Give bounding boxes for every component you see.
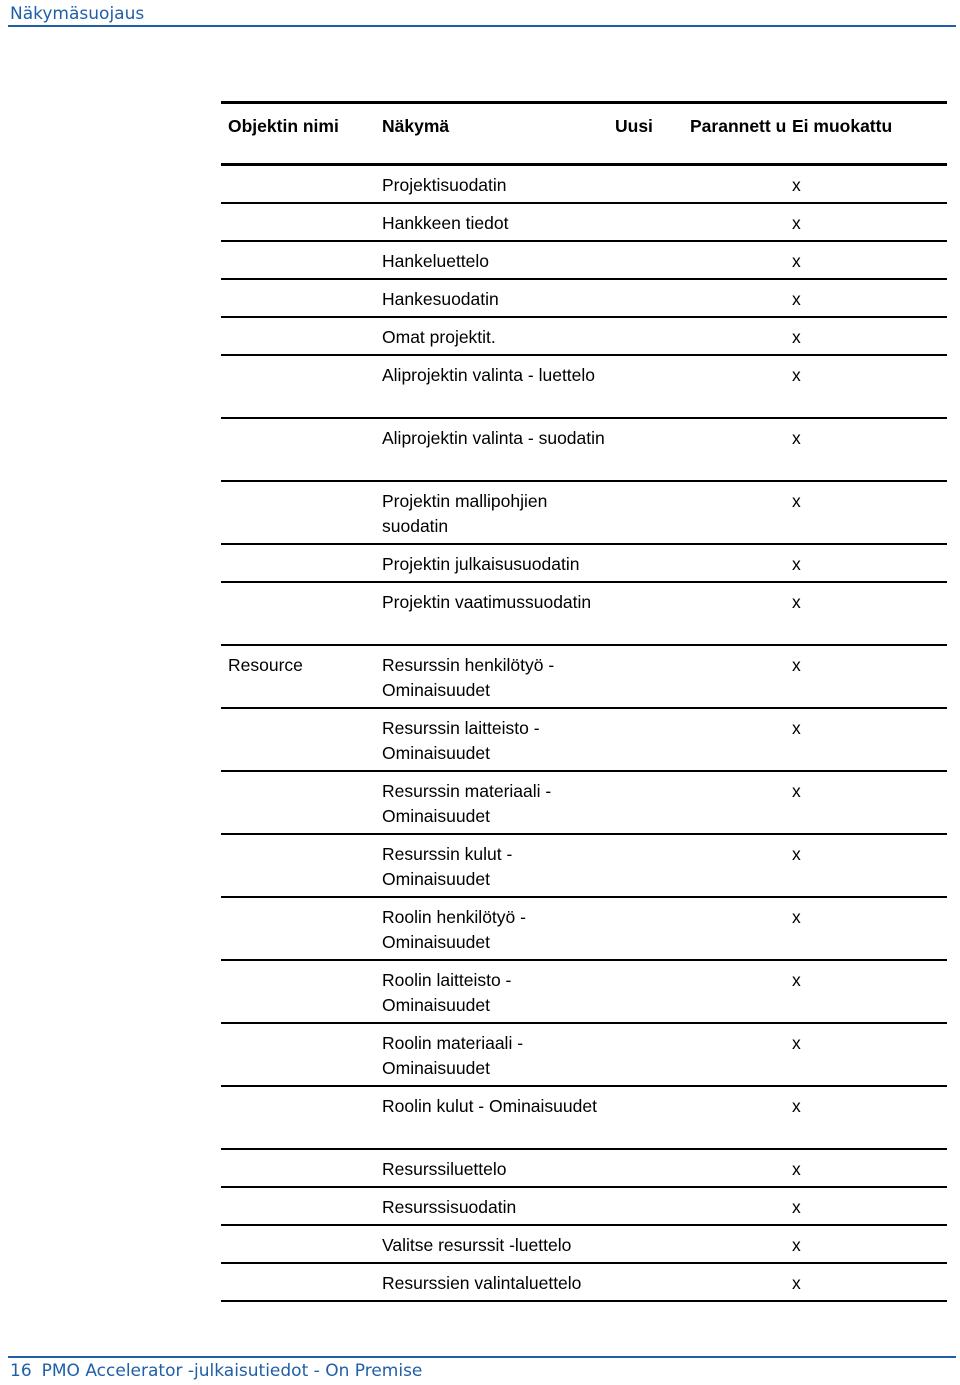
cell-unmodified: x xyxy=(792,844,801,864)
cell-improved xyxy=(690,961,792,968)
table-row xyxy=(221,709,947,772)
cell-object-name xyxy=(221,356,382,363)
table-row xyxy=(221,280,947,318)
table-row xyxy=(221,318,947,356)
table-row xyxy=(221,583,947,646)
page-header-title: Näkymäsuojaus xyxy=(10,4,145,24)
cell-unmodified: x xyxy=(792,1033,801,1053)
cell-unmodified: x xyxy=(792,213,801,233)
column-header-new: Uusi xyxy=(615,116,653,136)
column-header-view: Näkymä xyxy=(382,116,450,136)
cell-improved xyxy=(690,1150,792,1157)
cell-new xyxy=(615,1226,690,1233)
cell-new xyxy=(615,1188,690,1195)
cell-unmodified: x xyxy=(792,592,801,612)
cell-view: Hankesuodatin xyxy=(382,289,499,309)
cell-view: Hankeluettelo xyxy=(382,251,490,271)
cell-view: Resurssiluettelo xyxy=(382,1159,507,1179)
cell-improved xyxy=(690,204,792,211)
cell-new xyxy=(615,1024,690,1031)
cell-object-name xyxy=(221,482,382,489)
cell-improved xyxy=(690,835,792,842)
table-row xyxy=(221,646,947,709)
cell-unmodified: x xyxy=(792,1197,801,1217)
cell-view: Resurssin laitteisto - Ominaisuudet xyxy=(382,718,540,763)
cell-view: Aliprojektin valinta - suodatin xyxy=(382,428,605,448)
cell-unmodified: x xyxy=(792,1159,801,1179)
table-row xyxy=(221,482,947,545)
cell-improved xyxy=(690,583,792,590)
page-footer xyxy=(10,1361,432,1381)
cell-object-name xyxy=(221,545,382,552)
cell-view: Resurssien valintaluettelo xyxy=(382,1273,582,1293)
cell-object-name xyxy=(221,835,382,842)
cell-object-name xyxy=(221,1264,382,1271)
cell-unmodified: x xyxy=(792,491,801,511)
cell-view: Omat projektit. xyxy=(382,327,496,347)
cell-new xyxy=(615,961,690,968)
table-row xyxy=(221,1024,947,1087)
cell-new xyxy=(615,1150,690,1157)
cell-view: Resurssin materiaali - Ominaisuudet xyxy=(382,781,552,826)
cell-object-name xyxy=(221,280,382,287)
cell-improved xyxy=(690,646,792,653)
cell-view: Projektin vaatimussuodatin xyxy=(382,592,592,612)
cell-new xyxy=(615,318,690,325)
cell-object-name xyxy=(221,166,382,173)
cell-view: Valitse resurssit -luettelo xyxy=(382,1235,572,1255)
cell-object-name: Resource xyxy=(228,655,303,675)
cell-unmodified: x xyxy=(792,1096,801,1116)
cell-improved xyxy=(690,1087,792,1094)
cell-object-name xyxy=(221,204,382,211)
cell-unmodified: x xyxy=(792,1273,801,1293)
cell-view: Projektin mallipohjien suodatin xyxy=(382,491,548,536)
cell-new xyxy=(615,898,690,905)
table-row xyxy=(221,242,947,280)
table-row xyxy=(221,1150,947,1188)
cell-view: Hankkeen tiedot xyxy=(382,213,509,233)
table-row xyxy=(221,1226,947,1264)
cell-new xyxy=(615,772,690,779)
footer-divider xyxy=(8,1356,956,1358)
cell-view: Roolin kulut - Ominaisuudet xyxy=(382,1096,597,1116)
cell-view: Resurssisuodatin xyxy=(382,1197,517,1217)
cell-view: Roolin henkilötyö - Ominaisuudet xyxy=(382,907,526,952)
cell-unmodified: x xyxy=(792,970,801,990)
cell-improved xyxy=(690,545,792,552)
cell-object-name xyxy=(221,1087,382,1094)
cell-unmodified: x xyxy=(792,781,801,801)
cell-improved xyxy=(690,242,792,249)
cell-view: Resurssin henkilötyö - Ominaisuudet xyxy=(382,655,555,700)
table-row xyxy=(221,1264,947,1302)
table-row xyxy=(221,356,947,419)
cell-object-name xyxy=(221,242,382,249)
cell-new xyxy=(615,583,690,590)
cell-new xyxy=(615,835,690,842)
table-row xyxy=(221,204,947,242)
cell-improved xyxy=(690,1226,792,1233)
table-row xyxy=(221,166,947,204)
cell-unmodified: x xyxy=(792,289,801,309)
cell-unmodified: x xyxy=(792,175,801,195)
table-row xyxy=(221,835,947,898)
cell-object-name xyxy=(221,1024,382,1031)
cell-object-name xyxy=(221,1150,382,1157)
cell-improved xyxy=(690,280,792,287)
cell-view: Projektin julkaisusuodatin xyxy=(382,554,580,574)
cell-object-name xyxy=(221,709,382,716)
cell-new xyxy=(615,482,690,489)
cell-new xyxy=(615,646,690,653)
document-title: PMO Accelerator -julkaisutiedot - On Premise xyxy=(41,1361,423,1381)
cell-new xyxy=(615,1087,690,1094)
cell-unmodified: x xyxy=(792,327,801,347)
cell-object-name xyxy=(221,1188,382,1195)
cell-new xyxy=(615,166,690,173)
cell-unmodified: x xyxy=(792,718,801,738)
cell-object-name xyxy=(221,898,382,905)
cell-improved xyxy=(690,419,792,426)
page-number: 16 xyxy=(10,1361,32,1381)
cell-view: Roolin laitteisto - Ominaisuudet xyxy=(382,970,512,1015)
cell-new xyxy=(615,545,690,552)
cell-new xyxy=(615,204,690,211)
cell-view: Projektisuodatin xyxy=(382,175,507,195)
table-body xyxy=(221,166,947,1302)
cell-improved xyxy=(690,166,792,173)
cell-object-name xyxy=(221,583,382,590)
cell-object-name xyxy=(221,318,382,325)
table-row xyxy=(221,961,947,1024)
cell-new xyxy=(615,419,690,426)
cell-unmodified: x xyxy=(792,1235,801,1255)
cell-improved xyxy=(690,356,792,363)
cell-unmodified: x xyxy=(792,655,801,675)
column-header-unmodified: Ei muokattu xyxy=(792,116,893,136)
cell-new xyxy=(615,709,690,716)
cell-view: Roolin materiaali - Ominaisuudet xyxy=(382,1033,524,1078)
cell-new xyxy=(615,356,690,363)
cell-object-name xyxy=(221,961,382,968)
cell-view: Resurssin kulut - Ominaisuudet xyxy=(382,844,513,889)
table-row xyxy=(221,545,947,583)
table-row xyxy=(221,419,947,482)
cell-unmodified: x xyxy=(792,554,801,574)
cell-unmodified: x xyxy=(792,428,801,448)
cell-object-name xyxy=(221,419,382,426)
cell-view: Aliprojektin valinta - luettelo xyxy=(382,365,596,385)
cell-unmodified: x xyxy=(792,365,801,385)
cell-new xyxy=(615,242,690,249)
cell-new xyxy=(615,1264,690,1271)
cell-improved xyxy=(690,709,792,716)
column-header-improved: Parannett u xyxy=(690,116,787,136)
table-row xyxy=(221,772,947,835)
cell-object-name xyxy=(221,1226,382,1233)
cell-improved xyxy=(690,1188,792,1195)
table-row xyxy=(221,898,947,961)
table-header-row xyxy=(221,104,947,166)
cell-improved xyxy=(690,1024,792,1031)
cell-improved xyxy=(690,772,792,779)
table-row xyxy=(221,1188,947,1226)
cell-improved xyxy=(690,318,792,325)
column-header-object-name: Objektin nimi xyxy=(228,116,339,136)
cell-improved xyxy=(690,898,792,905)
cell-improved xyxy=(690,482,792,489)
cell-object-name xyxy=(221,772,382,779)
cell-unmodified: x xyxy=(792,907,801,927)
view-protection-table xyxy=(221,101,947,1302)
cell-unmodified: x xyxy=(792,251,801,271)
header-divider xyxy=(8,25,956,27)
cell-improved xyxy=(690,1264,792,1271)
table-row xyxy=(221,1087,947,1150)
cell-new xyxy=(615,280,690,287)
